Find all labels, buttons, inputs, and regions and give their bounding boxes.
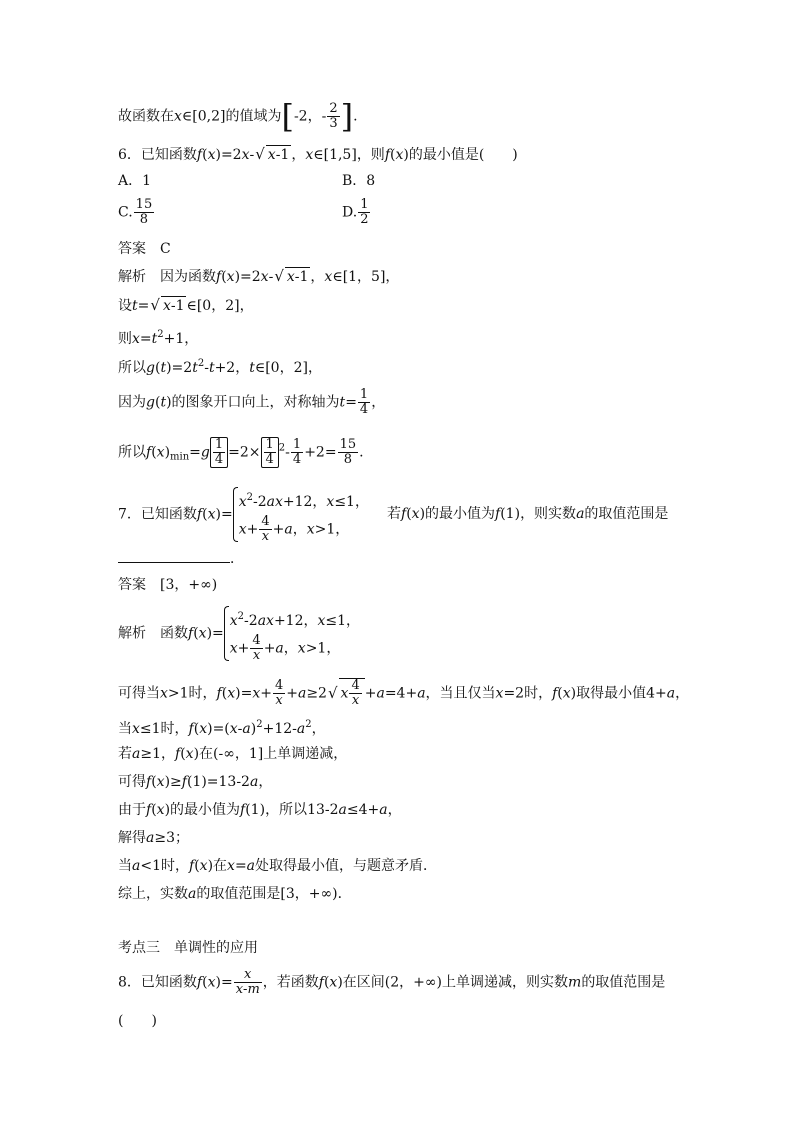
text: 的图象开口向上，对称轴为 xyxy=(171,394,340,411)
text: ，则 xyxy=(356,147,385,163)
answer-blank: ． xyxy=(118,548,244,568)
text: 因为函数 xyxy=(160,269,216,285)
answer-value: [3，+∞) xyxy=(160,577,218,593)
text: 取得最小值 xyxy=(576,685,647,702)
text: 因为 xyxy=(118,394,146,411)
choice-a: A．1 xyxy=(118,173,152,189)
solution-6-line2: 设t=√ x-1 ∈[0，2]， xyxy=(118,296,254,314)
answer-7 xyxy=(118,576,217,594)
text: 解得 xyxy=(118,830,146,846)
text: 综上，实数 xyxy=(118,886,188,902)
text: 函数 xyxy=(160,625,188,642)
label: D. xyxy=(342,204,358,221)
text: ，所以 xyxy=(265,802,308,818)
text: 的取值范围是 xyxy=(581,974,666,991)
text: 在区间(2，+∞)上单调递减，则实数 xyxy=(342,974,569,991)
text: 处取得最小值，与题意矛盾． xyxy=(255,858,438,874)
question-6: 6．已知函数f(x)=2x-√ x-1 ，x∈[1,5]，则f(x)的最小值是( ) xyxy=(118,145,518,163)
solution-7-line0: 解析 函数f(x)= $x^2-2ax+12$，x≤1， x+ $\frac{4}{x}$ +a，x>1， xyxy=(118,604,360,663)
text: ，当且仅当 xyxy=(425,685,496,702)
text: 故函数在 xyxy=(118,108,174,125)
answer-6 xyxy=(118,240,171,258)
question-7-tail: 若f(x)的最小值为f(1)，则实数a的取值范围是 xyxy=(387,506,669,522)
text: 时， xyxy=(161,858,189,874)
piecewise-brace: $x^2-2ax+12$，x≤1， x+ $\frac{4}{x}$ +a，x>1， xyxy=(224,604,360,663)
text: 在 xyxy=(213,858,228,874)
text: 的取值范围是[3，+∞)． xyxy=(196,886,352,902)
text: 6．已知函数 xyxy=(118,147,197,163)
text: 由于 xyxy=(118,802,146,818)
solution-6-line1: 解析 因为函数f(x)=2x-√ x-1 ，x∈[1，5]， xyxy=(118,267,400,285)
text: ，若函数 xyxy=(262,974,319,991)
piecewise-brace: $x^2-2ax+12$，x≤1， x+ $\frac{4}{x}$ +a，x>1， xyxy=(233,485,369,544)
text: 的最小值为 xyxy=(170,802,241,818)
text: 时， xyxy=(188,685,217,702)
solution-7-line4: 可得f(x)≥f(1)=13-2a， xyxy=(118,774,273,790)
solution-7-line8: 综上，实数a的取值范围是[3，+∞)． xyxy=(118,886,352,902)
answer-label: 答案 xyxy=(118,577,146,593)
answer-label: 答案 xyxy=(118,241,146,257)
solution-7-line2: 当x≤1时，$f(x)=(x-a)^2+12-a^2$， xyxy=(118,719,326,737)
text: 时， xyxy=(160,721,189,737)
analysis-label: 解析 xyxy=(118,625,146,642)
text: 若 xyxy=(118,746,132,762)
choice-b: B．8 xyxy=(342,173,376,189)
text: 7．已知函数 xyxy=(118,506,197,523)
solution-7-line6: 解得a≥3； xyxy=(118,830,189,846)
text: 的最小值是( ) xyxy=(408,147,518,163)
choice-d: D. $\frac{1}{2}$ xyxy=(342,197,369,227)
solution-6-line4: 所以$g(t)=2t^2-t+2$，t∈[0，2]， xyxy=(118,358,322,376)
range-conclusion: 故函数在x∈[0,2]的值域为[-2，- $\frac{2}{3}$ ]. xyxy=(118,97,358,136)
text: 若 xyxy=(387,506,401,522)
section-heading: 考点三 单调性的应用 xyxy=(118,940,258,956)
text: 的最小值为 xyxy=(425,506,496,522)
text: 所以 xyxy=(118,360,146,376)
solution-7-line3: 若a≥1，f(x)在(-∞，1]上单调递减， xyxy=(118,746,348,762)
text: 的取值范围是 xyxy=(584,506,669,522)
label: C. xyxy=(118,204,133,221)
text: 当 xyxy=(118,721,132,737)
question-8-paren: ( ) xyxy=(118,1013,157,1029)
choice-c: C. $\frac{15}{8}$ xyxy=(118,197,153,227)
text: 所以 xyxy=(118,444,146,461)
solution-7-line7: 当a<1时，f(x)在x=a处取得最小值，与题意矛盾． xyxy=(118,858,438,874)
question-7: 7．已知函数f(x)= $x^2-2ax+12$，x≤1， x+ $\frac{4}{x}$ +a，x>1， xyxy=(118,485,369,544)
text: 可得 xyxy=(118,774,146,790)
solution-7-line1: 可得当x>1时，f(x)=x+ $\frac{4}{x}$ +a≥2√ x $\frac{4}{x}$ +a=4+a，当且仅当x=2时，f(x)取得最小值4+a， xyxy=(118,678,690,708)
answer-value: C xyxy=(160,241,171,257)
solution-6-line5: 因为g(t)的图象开口向上，对称轴为t= $\frac{1}{4}$ ， xyxy=(118,387,386,417)
text: 8．已知函数 xyxy=(118,974,197,991)
analysis-label: 解析 xyxy=(118,269,146,285)
text: 设 xyxy=(118,298,132,314)
text: ，则实数 xyxy=(520,506,577,522)
text: 可得当 xyxy=(118,685,160,702)
solution-6-line3: 则$x=t^2+1$， xyxy=(118,329,199,347)
text: 在(-∞，1]上单调递减， xyxy=(199,746,348,762)
text: ∈[0,2]的值域为 xyxy=(181,108,282,125)
solution-7-line5: 由于f(x)的最小值为f(1)，所以13-2a≤4+a， xyxy=(118,802,402,818)
text: 则 xyxy=(118,331,132,347)
solution-6-line6: 所以$f(x)_{min}=g$ $\frac{1}{4}$ =2× $\frac{1}{4}$ $^2$- $\frac{1}{4}$ +2= $\frac{15}{8}$ . xyxy=(118,437,364,467)
text: 时， xyxy=(524,685,553,702)
text: 当 xyxy=(118,858,132,874)
question-8: 8．已知函数f(x)= $\frac{x}{x-m}$ ，若函数f(x)在区间(2，+∞)上单调递减，则实数m的取值范围是 xyxy=(118,967,666,997)
